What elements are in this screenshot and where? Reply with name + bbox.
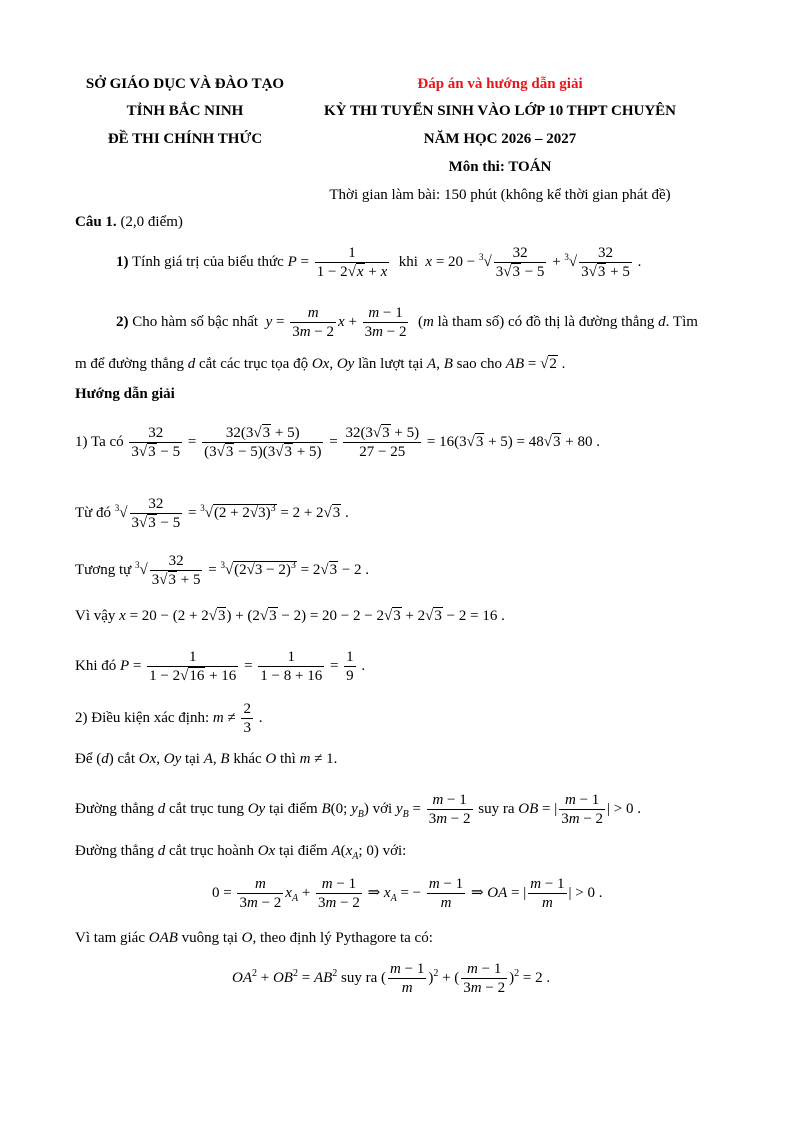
question-points: (2,0 điểm) bbox=[120, 214, 183, 230]
text-a: Đường thẳng bbox=[75, 843, 154, 859]
text-e: suy ra bbox=[478, 800, 515, 817]
solution-step-1: 1) Ta có $\frac{32}{3√3 - 5}$ = $\frac{32(3√3 + 5)}{(3√3 - 5)(3√3 + 5)}$ = $\frac{32(3√3 + 5)}{27 - 25}$ = 16(3√3 + 5) = 48√3 + 80 . bbox=[75, 425, 600, 460]
text-mid: suy ra bbox=[341, 969, 378, 986]
question-title: Câu 1. bbox=[75, 214, 117, 230]
solution-step-4: Vì vậy x = 20 − (2 + 2√3) + (2√3 − 2) = 20 − 2 − 2√3 + 2√3 − 2 = 16 . bbox=[75, 608, 505, 624]
text-d: sao cho bbox=[456, 356, 503, 372]
department-name: SỞ GIÁO DỤC VÀ ĐÀO TẠO bbox=[85, 76, 285, 92]
question-1-header bbox=[75, 214, 183, 231]
text-b: cắt trục hoành bbox=[168, 843, 254, 859]
text-d: với bbox=[372, 800, 393, 817]
text-b: cắt trục tung bbox=[168, 800, 244, 817]
part-label: 2) bbox=[116, 313, 129, 330]
part-text: Tính giá trị của biểu thức bbox=[131, 253, 284, 270]
solution-step-11: $OA^2 + OB^2 = AB^2$ suy ra ( $\frac{m - 1}{m}$ )$^2$ + ( $\frac{m - 1}{3m - 2}$ )$^2$ = 2 . bbox=[232, 961, 551, 996]
text-e: thì bbox=[280, 751, 296, 767]
text-a: m để đường thẳng bbox=[75, 356, 184, 372]
intro: Tương tự bbox=[75, 561, 132, 578]
formula-y-2: $\frac{m - 1}{3m - 2}$ bbox=[364, 305, 407, 340]
formula-x-2: $\frac{32}{3√3 + 5}$ bbox=[581, 245, 630, 280]
intro: Từ đó bbox=[75, 504, 112, 521]
exam-title: KỲ THI TUYỂN SINH VÀO LỚP 10 THPT CHUYÊN bbox=[323, 103, 677, 119]
intro: 1) Ta có bbox=[75, 433, 124, 450]
subject: Môn thi: TOÁN bbox=[448, 159, 552, 175]
part-label: 1) bbox=[116, 253, 129, 270]
solution-step-9: Đường thẳng d cắt trục hoành Ox tại điểm $A(x_A$; 0) với: bbox=[75, 843, 407, 862]
question-1-part-2-line-2: m để đường thẳng d cắt các trục tọa độ Ox, Oy lần lượt tại A, B sao cho AB = √2 . bbox=[75, 356, 566, 372]
text-a: Để bbox=[75, 751, 93, 767]
solution-step-2: Từ đó $^3$√ $\frac{32}{3√3 - 5}$ = $^3√(2 + 2√3)^3 = 2 + 2√3$ . bbox=[75, 496, 349, 531]
solution-step-8: Đường thẳng d cắt trục tung Oy tại điểm B(0; $y_B$) với $y_B$ = $\frac{m - 1}{3m - 2}$ suy ra OB = | $\frac{m - 1}{3m - 2}$ | > 0 . bbox=[75, 792, 642, 827]
text-b: cắt các trục tọa độ bbox=[198, 356, 309, 372]
param-text: là tham số) có đồ thị là đường thẳng bbox=[437, 313, 655, 330]
text-b: cắt bbox=[117, 751, 135, 767]
formula-x: $\frac{32}{3√3 - 5}$ bbox=[495, 245, 545, 280]
answer-title: Đáp án và hướng dẫn giải bbox=[417, 76, 583, 92]
text-a: Đường thẳng bbox=[75, 800, 154, 817]
text-d: khác bbox=[233, 751, 262, 767]
part-text-end: Tìm bbox=[672, 313, 698, 330]
intro: Khi đó bbox=[75, 657, 117, 674]
formula-y: $\frac{m}{3m - 2}$ bbox=[292, 305, 335, 340]
solution-step-10: Vì tam giác OAB vuông tại O, theo định lý Pythagore ta có: bbox=[75, 930, 433, 946]
part-text: Cho hàm số bậc nhất bbox=[132, 313, 259, 330]
solution-step-9-formula: 0 = $\frac{m}{3m - 2}$ $x_A$ + $\frac{m - 1}{3m - 2}$ ⇒ $x_A$ = − $\frac{m - 1}{m}$ ⇒ OA = | $\frac{m - 1}{m}$ | > 0 . bbox=[212, 876, 603, 911]
solution-heading: Hướng dẫn giải bbox=[75, 386, 175, 402]
time-note: Thời gian làm bài: 150 phút (không kể thời gian phát đề) bbox=[329, 187, 671, 203]
solution-step-5: Khi đó P = $\frac{1}{1 - 2√16 + 16}$ = $\frac{1}{1 - 8 + 16}$ = $\frac{1}{9}$ . bbox=[75, 649, 366, 684]
text-c: tại điểm bbox=[268, 800, 318, 817]
question-1-part-1: 1) Tính giá trị của biểu thức P = $\frac{1}{1 - 2√x + x}$ khi x = 20 − $^3$√ $\frac{32}{3√3 - 5}$ + $^3$√ $\frac{32}{3√3 + 5}$ . bbox=[116, 245, 642, 280]
when-text: khi bbox=[398, 253, 418, 270]
text-b: vuông tại bbox=[181, 930, 238, 946]
intro: Vì vậy bbox=[75, 608, 116, 624]
school-year: NĂM HỌC 2026 – 2027 bbox=[423, 131, 577, 147]
province-name: TỈNH BẮC NINH bbox=[126, 103, 244, 119]
text-c: theo định lý Pythagore ta có: bbox=[260, 930, 433, 946]
intro: 2) Điều kiện xác định: bbox=[75, 709, 210, 726]
text-c: tại điểm bbox=[278, 843, 328, 859]
question-1-part-2: 2) Cho hàm số bậc nhất y = $\frac{m}{3m - 2}$ x + $\frac{m - 1}{3m - 2}$ (m là tham số) có đồ thị là đường thẳng d. Tìm bbox=[116, 305, 698, 340]
solution-step-6: 2) Điều kiện xác định: m ≠ $\frac{2}{3}$ . bbox=[75, 701, 263, 736]
text-a: Vì tam giác bbox=[75, 930, 145, 946]
solution-step-7: Để (d) cắt Ox, Oy tại A, B khác O thì m ≠ 1. bbox=[75, 751, 338, 767]
text-c: tại bbox=[184, 751, 200, 767]
text-c: lần lượt tại bbox=[358, 356, 424, 372]
text-d: với: bbox=[382, 843, 407, 859]
solution-step-3: Tương tự $^3$√ $\frac{32}{3√3 + 5}$ = $^3√(2√3 - 2)^3 = 2√3 - 2$ . bbox=[75, 553, 370, 588]
formula-p: $\frac{1}{1 - 2√x + x}$ bbox=[316, 245, 388, 280]
exam-official-label: ĐỀ THI CHÍNH THỨC bbox=[107, 131, 263, 147]
